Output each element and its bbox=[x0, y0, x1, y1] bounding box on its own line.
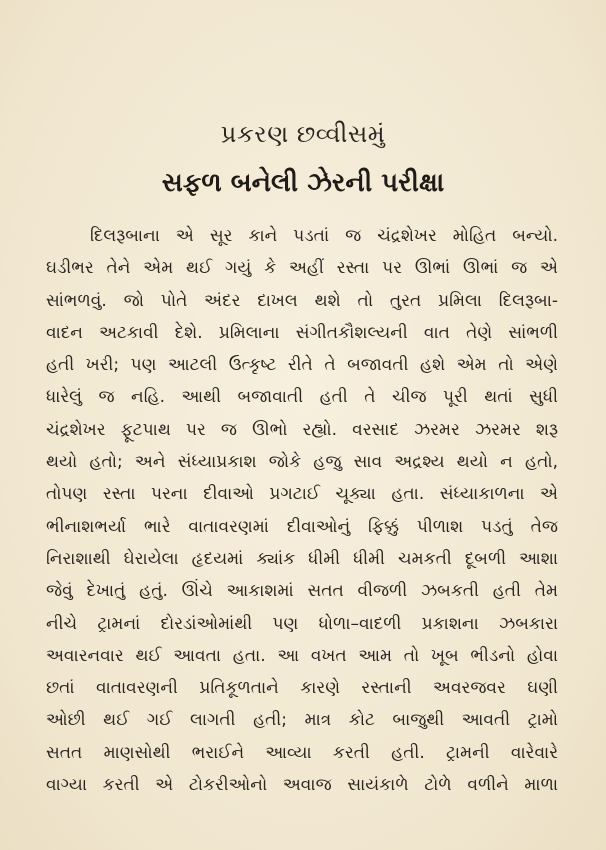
text-line: છતાં વાતાવરણની પ્રતિકૂળતાને કારણે રસ્તાની અવરજવર ઘણી bbox=[46, 678, 558, 699]
text-line: દિલરૂબાના એ સૂર કાને પડતાં જ ચંદ્રશેખર મોહિત બન્યો. bbox=[90, 226, 558, 246]
text-line: નિરાશાથી ઘેરાયેલા હૃદયમાં ક્યાંક ધીમી ધીમી ચમકતી દૂબળી આશા bbox=[46, 548, 558, 569]
text-line: ચંદ્રશેખર ફૂટપાથ પર જ ઊભો રહ્યો. વરસાદ ઝરમર ઝરમર શરૂ bbox=[46, 419, 558, 440]
chapter-number: પ્રકરણ છવ્વીસમું bbox=[220, 120, 386, 148]
chapter-title: સફળ બનેલી ઝેરની પરીક્ષા bbox=[161, 168, 445, 198]
text-line: ભીનાશભર્યા ભારે વાતાવરણમાં દીવાઓનું ફિક્કું પીળાશ પડતું તેજ bbox=[46, 516, 558, 537]
text-line: સાંભળવું. જો પોતે અંદર દાખલ થશે તો તુરત પ્રમિલા દિલરૂબા- bbox=[46, 290, 558, 311]
text-line: ઘડીભર તેને એમ થઈ ગયું કે અહીં રસ્તા પર ઊભાં ઊભાં જ એ bbox=[46, 258, 558, 279]
text-line: વાદન અટકાવી દેશે. પ્રમિલાના સંગીતકૌશલ્યની વાત તેણે સાંભળી bbox=[46, 322, 558, 343]
text-line: થયો હતો; અને સંધ્યાપ્રકાશ જોકે હજુ સાવ અદ્રશ્ય થયો ન હતો, bbox=[46, 452, 558, 473]
text-line: હતી ખરી; પણ આટલી ઉત્કૃષ્ટ રીતે તે બજાવતી હશે એમ તો એણે bbox=[46, 355, 558, 376]
text-line: સતત માણસોથી ભરાઈને આવ્યા કરતી હતી. ટ્રામની વારેવારે bbox=[46, 742, 558, 763]
text-line: ઓછી થઈ ગઈ લાગતી હતી; માત્ર કોટ બાજુથી આવતી ટ્રામો bbox=[46, 710, 558, 731]
body-text bbox=[46, 220, 558, 801]
text-line: વાગ્યા કરતી એ ટોકરીઓનો અવાજ સાયંકાળે ટોળે વળીને માળા bbox=[46, 775, 558, 796]
text-line: જેવું દેખાતું હતું. ઊંચે આકાશમાં સતત વીજળી ઝબકતી હતી તેમ bbox=[46, 581, 558, 602]
text-line: નીચે ટ્રામનાં દોરડાંઓમાંથી પણ ધોળા–વાદળી પ્રકાશના ઝબકારા bbox=[46, 613, 558, 634]
text-line: અવારનવાર થઈ આવતા હતા. આ વખત આમ તો ખૂબ ભીડનો હોવા bbox=[46, 645, 558, 666]
text-line: તોપણ રસ્તા પરના દીવાઓ પ્રગટાઈ ચૂક્યા હતા. સંધ્યાકાળના એ bbox=[46, 484, 558, 505]
text-line: ધારેલું જ નહિ. આથી બજાવાતી હતી તે ચીજ પૂરી થતાં સુધી bbox=[46, 387, 558, 408]
